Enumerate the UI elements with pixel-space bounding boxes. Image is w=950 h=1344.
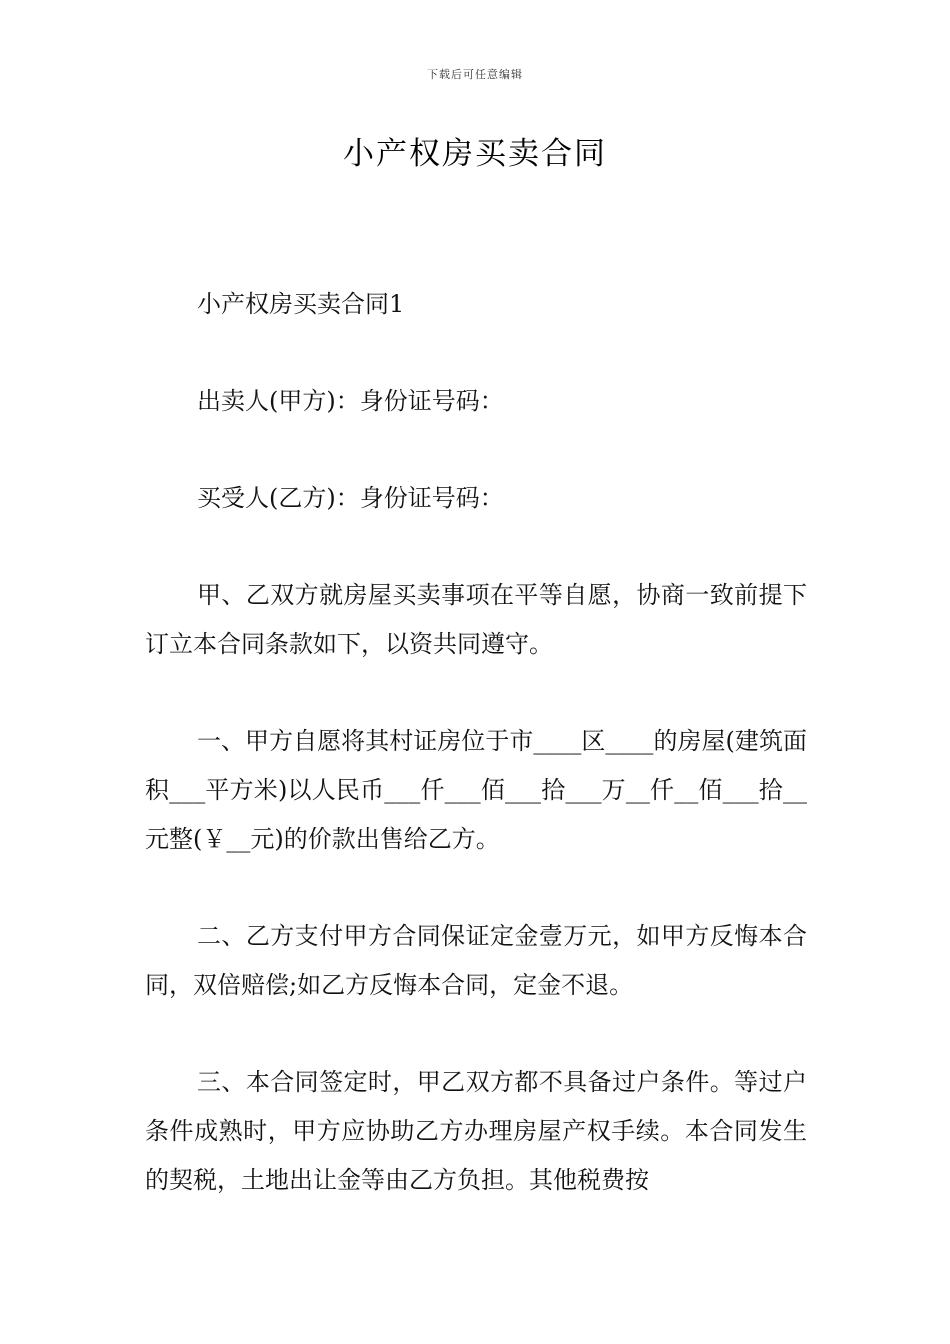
seller-line: 出卖人(甲方)：身份证号码：	[197, 387, 504, 415]
clause-1: 一、甲方自愿将其村证房位于市____区____的房屋(建筑面积___平方米)以人民币___仟___佰___拾___万__仟__佰___拾__元整(￥__元)的价款出售给乙方。	[145, 727, 807, 853]
header-note: 下载后可任意编辑	[427, 68, 523, 81]
clause-2: 二、乙方支付甲方合同保证定金壹万元，如甲方反悔本合同，双倍赔偿;如乙方反悔本合同，定金不退。	[145, 922, 807, 999]
buyer-line: 买受人(乙方)：身份证号码：	[197, 484, 504, 512]
document-body	[145, 280, 807, 1253]
contract-subtitle: 小产权房买卖合同1	[197, 290, 405, 318]
document-title: 小产权房买卖合同	[343, 136, 607, 172]
preamble-paragraph: 甲、乙双方就房屋买卖事项在平等自愿，协商一致前提下订立本合同条款如下，以资共同遵守。	[145, 581, 807, 658]
clause-3: 三、本合同签定时，甲乙双方都不具备过户条件。等过户条件成熟时，甲方应协助乙方办理房屋产权手续。本合同发生的契税，土地出让金等由乙方负担。其他税费按	[145, 1068, 807, 1194]
